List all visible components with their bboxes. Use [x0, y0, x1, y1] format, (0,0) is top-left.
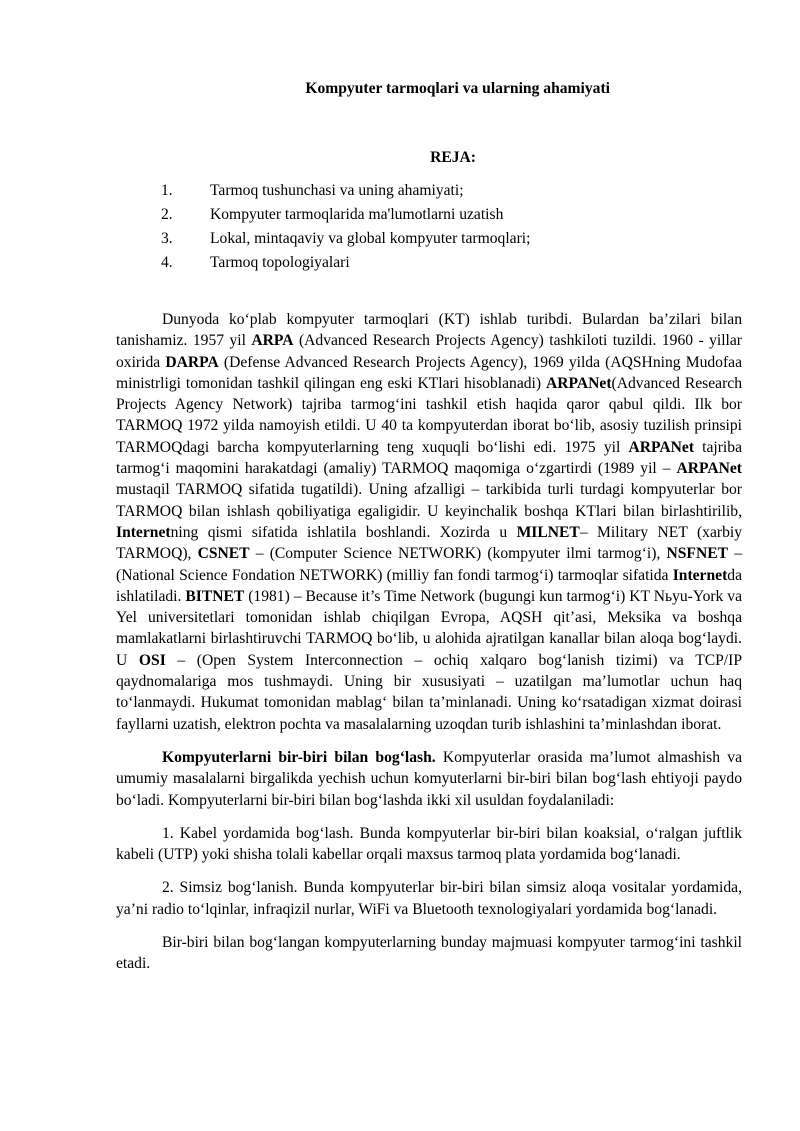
plan-item-number: 1. — [161, 182, 173, 199]
plan-item — [161, 203, 530, 227]
paragraph-text: (1981) – Because it’s Time Network (bugungi kun tarmog‘i) KT Nьyu-York va Yel universitetlari tomonidan ishlab chiqilgan Evropa, AQSH qit’asi, Meksika va boshqa mamlakatlarni birlashtiruvchi TARMOQ bo‘lib, u alohida ajratilgan kanallar bilan aloqa bog‘laydi. U — [116, 587, 743, 669]
paragraph-text: da ishlatiladi. — [116, 566, 742, 605]
bold-term: ARPANet — [546, 374, 612, 392]
plan-item-text: Kompyuter tarmoqlarida ma'lumotlarni uzatish — [210, 206, 504, 223]
paragraph-text: mustaqil TARMOQ sifatida tugatildi). Uning afzalligi – tarkibida turli turdagi kompyuterlar bor TARMOQ bilan ishlash qobiliyatiga egaligidir. U keyinchalik boshqa KTlari bilan birlashtirilib, — [116, 481, 742, 520]
document-title: Kompyuter tarmoqlari va ularning ahamiyati — [305, 80, 610, 97]
paragraph-text: – (National Science Fondation NETWORK) (milliy fan fondi tarmog‘i) tarmoqlar sifatida — [116, 545, 742, 584]
plan-item-number: 4. — [161, 254, 173, 271]
paragraph-text: ning qismi sifatida ishlatila boshlandi. Xozirda u — [170, 523, 517, 541]
connection-heading: Kompyuterlarni bir-biri bilan bog‘lash. — [162, 748, 436, 766]
bold-term: ARPANet — [628, 438, 695, 456]
paragraph-text: (Defense Advanced Research Projects Agency), 1969 yilda (AQSHning Mudofaa ministrligi tomonidan tashkil qilingan eng eski KTlari hisoblanadi) — [116, 353, 742, 392]
plan-item-number: 3. — [161, 230, 173, 247]
cable-paragraph: 1. Kabel yordamida bog‘lash. Bunda kompyuterlar bir-biri bilan koaksial, o‘ralgan juftlik kabeli (UTP) yoki shisha tolali kabellar orqali maxsus tarmoq plata yordamida bog‘lanadi. — [116, 824, 742, 864]
bold-term: NSFNET — [666, 545, 729, 563]
bold-term: MILNET — [516, 523, 580, 541]
paragraph-text: tajriba tarmog‘i maqomini harakatdagi (amaliy) TARMOQ maqomiga o‘zgartirdi (1989 yil – — [116, 438, 742, 478]
plan-item — [161, 227, 530, 251]
plan-item-text: Tarmoq topologiyalari — [210, 254, 350, 271]
bold-term: OSI — [138, 651, 166, 669]
connection-text: Kompyuterlar orasida ma’lumot almashish va umumiy masalalarni birgalikda yechish uchun komyuterlarni bir-biri bilan bog‘lash ehtiyoji paydo bo‘ladi. Kompyuterlarni bir-biri bilan bog‘lashda ikki xil usuldan foydalaniladi: — [116, 748, 742, 809]
paragraph-text: Dunyoda ko‘plab kompyuter tarmoqlari (KT) ishlab turibdi. Bulardan ba’zilari bilan tanishamiz. 1957 yil — [116, 311, 742, 350]
bold-term: ARPANet — [676, 460, 742, 478]
connection-paragraph — [116, 747, 742, 811]
plan-item — [161, 251, 530, 275]
paragraph-text: (Advanced Research Projects Agency) tashkiloti tuzildi. 1960 - yillar oxirida — [116, 332, 743, 371]
network-definition-paragraph: Bir-biri bilan bog‘langan kompyuterlarning bunday majmuasi kompyuter tarmog‘ini tashkil etadi. — [116, 934, 742, 973]
plan-item-text: Lokal, mintaqaviy va global kompyuter tarmoqlari; — [210, 230, 531, 247]
paragraph-text: – (Computer Science NETWORK) (kompyuter ilmi tarmog‘i), — [249, 545, 667, 563]
paragraph-text: – (Open System Interconnection – ochiq xalqaro bog‘lanish tizimi) va TCP/IP qaydnomalariga mos tushmaydi. Uning bir xususiyati – uzatilgan ma’lumotlar uchun haq to‘lanmaydi. Hukumat tomonidan mablag‘ bilan ta’minlanadi. Uning ko‘rsatadigan xizmat doirasi fayllarni uzatish, elektron pochta va masalalarning uzoqdan turib ishlashini ta’minlashdan iborat. — [116, 651, 742, 733]
plan-item-text: Tarmoq tushunchasi va uning ahamiyati; — [210, 182, 464, 199]
bold-term: DARPA — [165, 353, 219, 371]
plan-list — [161, 179, 530, 275]
bold-term: CSNET — [197, 545, 250, 563]
document-body — [116, 309, 742, 975]
paragraph-text: – Military NET (xarbiy TARMOQ), — [116, 523, 742, 563]
history-paragraph — [116, 309, 742, 735]
plan-heading: REJA: — [430, 149, 476, 166]
bold-term: ARPA — [251, 332, 294, 350]
plan-item-number: 2. — [161, 206, 173, 223]
paragraph-text: (Advanced Research Projects Agency Network) tajriba tarmog‘ini tashkil etish haqida qaror qabul qildi. Ilk bor TARMOQ 1972 yilda namoyish etildi. U 40 ta kompyuterdan iborat bo‘lib, asosiy tuzilish prinsipi TARMOQdagi barcha kompyuterlarning teng xuquqli bo‘lishi edi. 1975 yil — [116, 374, 742, 456]
wireless-paragraph: 2. Simsiz bog‘lanish. Bunda kompyuterlar bir-biri bilan simsiz aloqa vositalar yordamida, ya’ni radio to‘lqinlar, infraqizil nurlar, WiFi va Bluetooth texnologiyalari yordamida bog‘lanadi. — [116, 879, 742, 918]
plan-item — [161, 179, 530, 203]
bold-term: Internet — [116, 523, 171, 541]
bold-term: BITNET — [185, 587, 245, 605]
bold-term: Internet — [672, 566, 728, 584]
